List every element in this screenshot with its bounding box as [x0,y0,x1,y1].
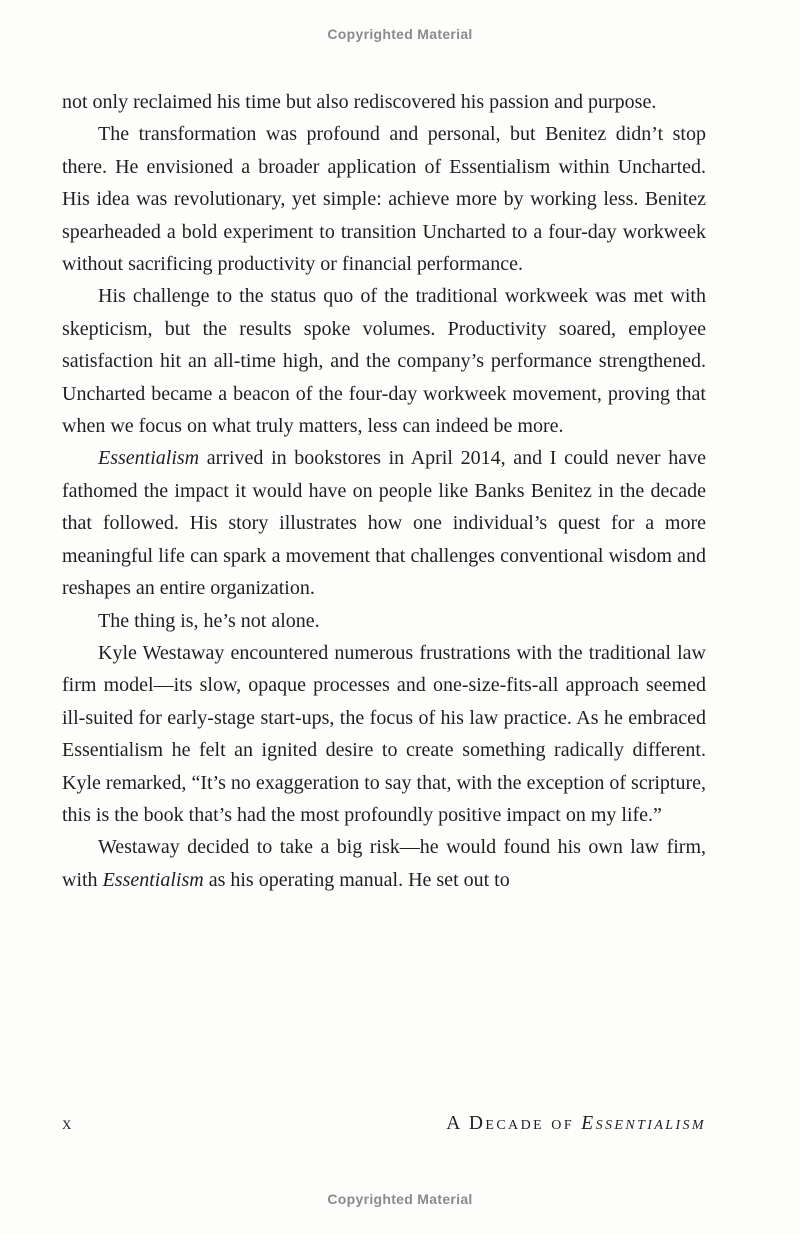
text-run: The thing is, he’s not alone. [98,609,320,632]
body-text [62,86,706,896]
text-run: A Decade of [446,1113,582,1134]
copyright-watermark-top: Copyrighted Material [327,26,473,42]
paragraph [62,118,706,280]
text-run: Westaway decided to take a big risk—he would found his own law firm, with [62,836,706,891]
italic-text: Essentialism [98,447,200,470]
paragraph [62,280,706,442]
paragraph [62,605,706,637]
copyright-watermark-bottom: Copyrighted Material [327,1191,473,1207]
text-run: His challenge to the status quo of the traditional workweek was met with skepticism, but the results spoke volumes. Productivity soared, employee satisfaction hit an all-time high, and the company’s performance strengthened. Uncharted became a beacon of the four-day workweek movement, proving that when we focus on what truly matters, less can indeed be more. [62,285,706,438]
page-number: x [62,1113,73,1134]
page-footer [62,1113,706,1135]
running-head [446,1113,706,1135]
italic-text: Essentialism [581,1113,706,1134]
paragraph [62,442,706,604]
text-run: Kyle Westaway encountered numerous frustrations with the traditional law firm model—its slow, opaque processes and one-size-fits-all approach seemed ill-suited for early-stage start-ups, the focus of his law practice. As he embraced Essentialism he felt an ignited desire to create something radically different. Kyle remarked, “It’s no exaggeration to say that, with the exception of scripture, this is the book that’s had the most profoundly positive impact on my life.” [62,641,706,826]
text-run: not only reclaimed his time but also rediscovered his passion and purpose. [62,91,657,113]
text-run: arrived in bookstores in April 2014, and I could never have fathomed the impact it would have on people like Banks Benitez in the decade that followed. His story illustrates how one individual’s quest for a more meaningful life can spark a movement that challenges conventional wisdom and reshapes an entire organization. [62,447,706,600]
text-run: as his operating manual. He set out to [203,868,510,891]
text-run: The transformation was profound and personal, but Benitez didn’t stop there. He envisioned a broader application of Essentialism within Uncharted. His idea was revolutionary, yet simple: achieve more by working less. Benitez spearheaded a bold experiment to transition Uncharted to a four-day workweek without sacrificing productivity or financial performance. [62,123,706,276]
paragraph [62,637,706,831]
paragraph [62,86,706,118]
paragraph [62,831,706,896]
italic-text: Essentialism [102,868,204,891]
